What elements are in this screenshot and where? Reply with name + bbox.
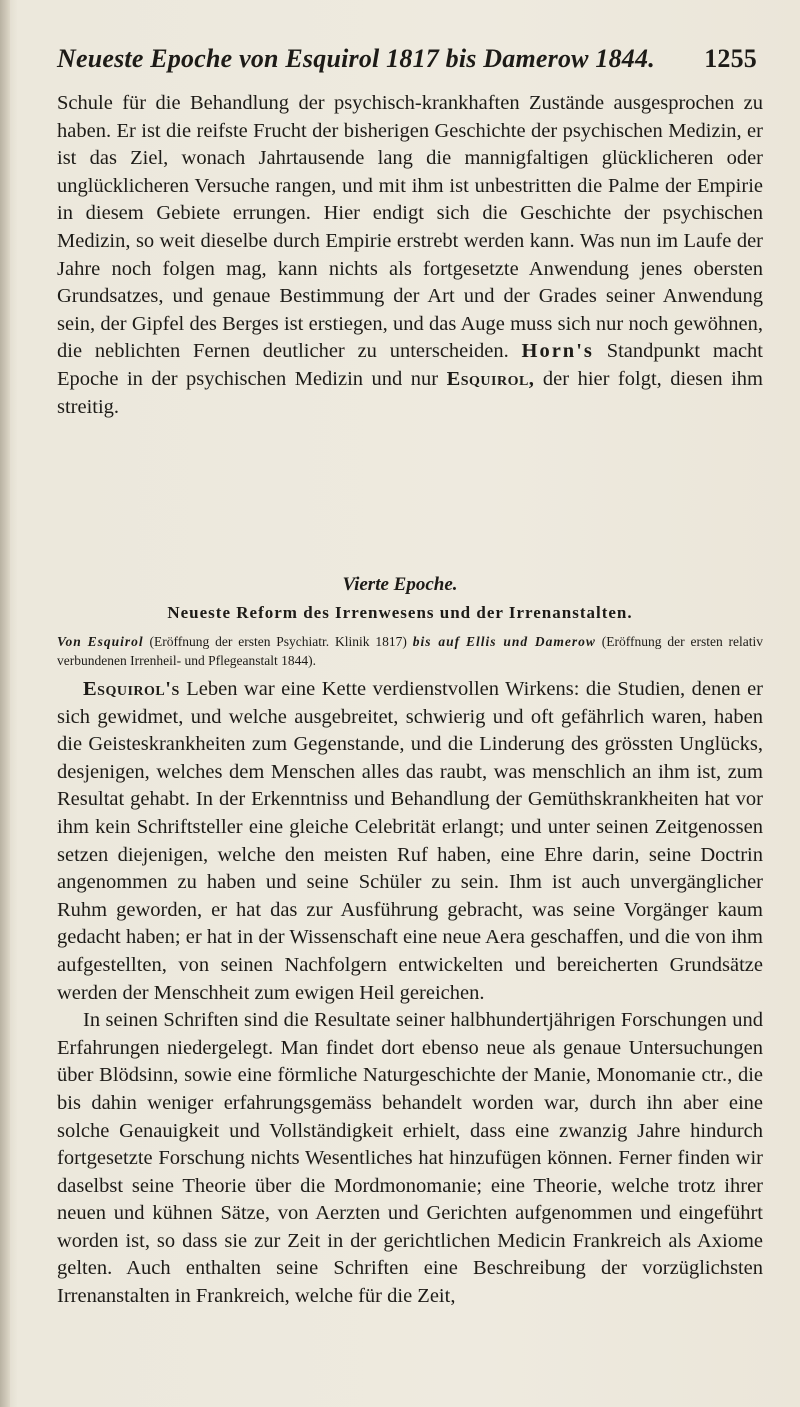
page-edge	[0, 0, 10, 1407]
period-start-note: (Eröffnung der ersten Psychiatr. Klinik 1817)	[149, 634, 407, 649]
section-subtitle: Neueste Reform des Irrenwesens und der Irrenanstalten.	[167, 603, 633, 622]
period-von: Von	[57, 634, 82, 649]
paragraph-2-text: Leben war eine Kette verdienstvollen Wirkens: die Studien, denen er sich gewidmet, und welche ausgebreitet, schwierig und oft gefährlich waren, haben die Geisteskrankheiten zum Gegenstande, und die Linderung des grössten Unglücks, desjenigen, welches dem Menschen alles das raubt, was menschlich an ihm ist, zum Resultat gehabt. In der Erkenntniss und Behandlung der Gemüthskrankheiten hat vor ihm kein Schriftsteller eine gleiche Celebrität erlangt; und unter seinen Zeitgenossen setzen diejenigen, welche den meisten Ruf haben, eine Ehre darin, seine Doctrin angenommen zu haben und seine Schüler zu sein. Ihm ist auch unvergänglicher Ruhm geworden, er hat das zur Ausführung gebracht, was seine Vorgänger kaum gedacht haben; er hat in der Wissenschaft eine neue Aera geschaffen, und die von ihm aufgestellten, von seinen Nachfolgern entwickelten und bereicherten Grundsätze werden der Menschheit zum ewigen Heil gereichen.	[57, 678, 763, 1004]
period-end-note: (Eröffnung der ersten relativ verbundenen Irrenheil- und Pflegeanstalt 1844).	[57, 634, 764, 668]
paragraph-3	[57, 1007, 763, 1311]
running-header	[57, 44, 757, 84]
page-number: 1255	[704, 44, 757, 73]
period-esquirol: Esquirol	[87, 634, 144, 649]
header-title: Neueste Epoche von Esquirol 1817 bis Damerow 1844.	[57, 44, 655, 73]
name-esquirol: Esquirol,	[446, 367, 535, 390]
section-period	[57, 632, 763, 670]
paragraph-3-text: In seinen Schriften sind die Resultate seiner halbhundertjährigen Forschungen und Erfahrungen niedergelegt. Man findet dort ebenso neue als genaue Untersuchungen über Blödsinn, sowie eine förmliche Naturgeschichte der Manie, Monomanie ctr., die bis dahin weniger erfahrungsgemäss behandelt worden war, durch ihn aber eine solche Genauigkeit und Vollständigkeit erhielt, dass eine zwanzig Jahre hindurch fortgesetzte Forschung nichts Wesentliches hat hinzufügen können. Ferner finden wir daselbst seine Theorie über die Mordmonomanie; eine Theorie, welche trotz ihrer neuen und kühnen Sätze, von Aerzten und Gerichten aufgenommen und eingeführt worden ist, so dass sie zur Zeit in der gerichtlichen Medicin Frankreich als Axiome gelten. Auch enthalten seine Schriften eine Beschreibung der vorzüglichsten Irrenanstalten in Frankreich, welche für die Zeit,	[57, 1009, 763, 1308]
paragraph-1-text-c: der hier folgt, diesen ihm streitig.	[57, 367, 764, 418]
period-bis: bis auf	[412, 634, 461, 649]
name-esquirol-possessive: Esquirol's	[83, 678, 180, 700]
paragraph-1-text-a: Schule für die Behandlung der psychisch-krankhaften Zustände ausgesprochen zu haben. Er ist die reifste Frucht der bisherigen Geschichte der psychischen Medizin, er ist das Ziel, wonach Jahrtausende lang die mannigfaltigen glücklicheren oder unglücklicheren Versuche rangen, und mit ihm ist unbestritten die Palme der Empirie in diesem Gebiete errungen. Hier endigt sich die Geschichte der psychischen Medizin, so weit dieselbe durch Empirie erstrebt werden kann. Was nun im Laufe der Jahre noch folgen mag, kann nichts als fortgesetzte Anwendung jenes obersten Grundsatzes, und genaue Bestimmung der Art und der Grades seiner Anwendung sein, der Gipfel des Berges ist erstiegen, und das Auge muss sich nur noch gewöhnen, die neblichten Fernen deutlicher zu unterscheiden.	[57, 92, 763, 363]
paragraph-2	[57, 676, 763, 1007]
name-horn: Horn's	[521, 340, 594, 363]
paragraph-1-text-b: Standpunkt macht Epoche in der psychischen Medizin und nur	[57, 340, 763, 390]
period-ellis-damerow: Ellis und Damerow	[465, 634, 596, 649]
section-title: Vierte Epoche.	[342, 574, 458, 595]
paragraph-1	[57, 90, 763, 421]
section-body	[57, 676, 763, 1311]
